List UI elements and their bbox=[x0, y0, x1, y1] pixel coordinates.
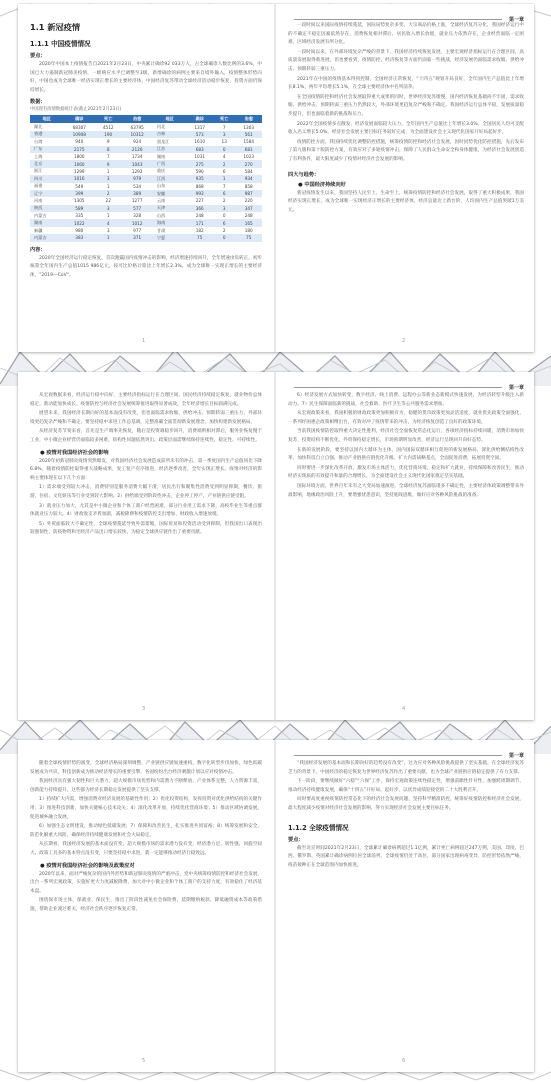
paragraph: 从宏观政策来看，我国积极的财政政策更加积极有为，稳健的货币政策更加灵活适度，就业优先政策全面强化，一系列纾困惠企政策相继出台，有效对冲了疫情带来的冲击，为经济恢复创造了良好的政策环境。 bbox=[288, 411, 524, 425]
page-spread-3 bbox=[18, 740, 534, 1072]
table-cell: 63795 bbox=[130, 124, 144, 130]
table-cell: 383 bbox=[64, 234, 95, 241]
paragraph: 1）持续扩大内需，增强消费对经济发展的基础性作用；2）优化投资结构，发挥投资对优化供给结构的关键作用；3）推进科技创新，加快关键核心技术攻关；4）深化改革开放，持续优化营商环境；5）推动区域协调发展，促进城乡融合发展。 bbox=[30, 797, 262, 820]
table-header-cell: 治愈 bbox=[122, 115, 153, 123]
table-row bbox=[30, 146, 262, 153]
table-cell: 6 bbox=[213, 190, 235, 197]
table-cell: 1016 bbox=[64, 175, 95, 182]
table-cell: 980 bbox=[75, 228, 84, 234]
table-cell: 1800 bbox=[73, 154, 85, 160]
page-number: 3 bbox=[142, 706, 146, 710]
table-row bbox=[30, 183, 262, 190]
table-cell: 海南 bbox=[153, 219, 187, 226]
table-cell: 1 bbox=[213, 175, 235, 182]
page-spread-2 bbox=[18, 372, 534, 720]
table-cell: 1023 bbox=[243, 154, 255, 160]
table-row bbox=[30, 234, 262, 241]
table-cell: 940 bbox=[75, 139, 84, 145]
table-cell: 1 bbox=[95, 234, 122, 241]
paragraph: 展望未来，我国经济长期向好的基本面没有改变，但也面临需求收缩、供给冲击、预期转弱三重压力，外部环境更趋复杂严峻和不确定，要坚持稳中求进工作总基调，完整准确全面贯彻新发展理念，加快构建新发展格局。 bbox=[30, 411, 262, 425]
paragraph: 同时要高度重视疫情防控常态化下的经济社会发展问题，坚持科学精准防控，统筹好疫情防控和经济社会发展，最大程度减少疫情对经济社会发展的影响，努力实现经济社会发展主要目标任务。 bbox=[288, 797, 524, 811]
table-cell: 2 bbox=[222, 228, 226, 234]
table-cell: 安徽 bbox=[153, 190, 187, 197]
page-6 bbox=[288, 750, 524, 1062]
table-cell: 台湾 bbox=[34, 138, 43, 144]
table-cell: 3 bbox=[106, 228, 110, 234]
table-cell: 四川 bbox=[30, 175, 64, 182]
trend-heading: 四大与趋势： bbox=[288, 171, 320, 178]
table-cell: 1584 bbox=[243, 139, 255, 145]
table-cell: 河南 bbox=[34, 197, 43, 203]
table-cell: 山东 bbox=[156, 183, 166, 189]
table-cell: 4 bbox=[222, 154, 226, 160]
paragraph: 一段时间以来，在外部环境复杂严峻的背景下，我国经济持续恢复发展，主要宏观经济指标运行在合理区间，高质量发展取得新进展，但也要看到，疫情防控、经济恢复等方面仍面临一些挑战，经济发展仍面临需求收缩、供给冲击、预期转弱三重压力。 bbox=[288, 49, 524, 72]
table-cell: 584 bbox=[244, 168, 253, 174]
key-points-label: 要点： bbox=[288, 836, 304, 843]
table-cell: 275 bbox=[186, 160, 213, 167]
table-cell: 561 bbox=[235, 131, 262, 138]
page-number: 1 bbox=[142, 338, 146, 342]
paragraph: 2022年全国疫情多点散发，经济发展面临较大压力，全年国内生产总值比上年增长3.0%，全国居民人均可支配收入名义增长5.0%，经济社会发展主要目标任务较好完成，为全面建设社会主义现代化国家开好局起好步。 bbox=[288, 121, 524, 136]
table-cell: 371 bbox=[122, 234, 153, 241]
paragraph: 下一阶段，要继续做好“六稳”“六保”工作，保持宏观政策连续性稳定性，增强前瞻性针对性，加强跨周期调节，推动经济持续健康发展，确保“十四五”开好局、起好步，以优异成绩迎接党的二十大胜利召开。 bbox=[288, 779, 524, 793]
table-cell: 248 bbox=[195, 213, 204, 219]
table-cell: 辽宁 bbox=[30, 190, 64, 197]
paragraph: 3）就业压力加大，尤其是中小微企业和个体工商户经营困难，部分行业用工需求下降，高校毕业生等重点群体就业压力较大。4）财政收支矛盾加剧，减税降费和疫情防控支出增加，财政收入增速放缓。 bbox=[30, 503, 262, 518]
table-cell: 宁夏 bbox=[153, 234, 187, 241]
table-cell: 589 bbox=[64, 205, 95, 212]
page-number: 2 bbox=[402, 338, 406, 342]
table-cell: 8 bbox=[95, 146, 122, 153]
table-cell: 683 bbox=[186, 146, 213, 153]
table-cell: 858 bbox=[244, 183, 253, 189]
table-row bbox=[30, 219, 262, 226]
page-2 bbox=[288, 14, 524, 342]
table-cell: 180 bbox=[244, 228, 253, 234]
paragraph: “我国经济发展的基本面和长期向好的趋势没有改变”，这为应对各种风险挑战提供了坚实基础。在全球经济复苏乏力的背景下，中国经济的稳定恢复为世界经济复苏作出了重要贡献，也为全球产业链供应链稳定提供了有力支撑。 bbox=[288, 761, 524, 775]
paragraph: 2021年在中国的疫情基本得到控制，全国经济正常恢复，“十四五”规划开局良好，全年国内生产总值比上年增长8.1%，两年平均增长5.1%，在全球主要经济体中名列前茅。 bbox=[288, 76, 524, 91]
table-row bbox=[30, 153, 262, 160]
table-cell: 1031 bbox=[194, 154, 206, 160]
table-cell: 1305 bbox=[73, 198, 85, 204]
table-cell: 山西 bbox=[156, 212, 166, 218]
paragraph: 5）外贸面临较大不确定性，全球疫情蔓延导致外需萎缩，国际贸易和投资活动受到抑制，但我国出口表现出较强韧性，防疫物资和宅经济产品出口增长较快，为稳定全球供应链作出了重要贡献。 bbox=[30, 521, 262, 536]
page-spread-1 bbox=[18, 4, 534, 352]
bullet-heading: ● 疫情对我国经济社会的影响 bbox=[40, 449, 109, 456]
table-cell: 534 bbox=[133, 183, 142, 189]
page-5 bbox=[30, 750, 262, 1062]
paragraph: 截至北京时间2021年2月23日，全球累计确诊病例超过1.1亿例，累计死亡病例超过247万例，美国、印度、巴西、俄罗斯、英国累计确诊病例位居全球前列，全球疫情仍处于高位，部分国家出现病毒变异，防控形势依然严峻，疫苗接种正在全球范围内加快推进。 bbox=[288, 845, 524, 868]
table-cell: 6 bbox=[222, 168, 226, 174]
table-cell: 2 bbox=[95, 190, 122, 197]
table-cell: 182 bbox=[195, 228, 204, 234]
spread-gutter bbox=[274, 740, 276, 1072]
spread-gutter bbox=[274, 4, 276, 352]
table-cell: 9 bbox=[95, 160, 122, 167]
table-cell: 347 bbox=[235, 205, 262, 212]
table-cell: 江苏 bbox=[153, 146, 187, 153]
table-cell: 227 bbox=[195, 198, 204, 204]
table-cell: 1 bbox=[106, 213, 110, 219]
table-cell: 3 bbox=[213, 131, 235, 138]
table-cell: 1043 bbox=[122, 160, 153, 167]
table-cell: 湖北 bbox=[34, 124, 43, 130]
table-cell: 1734 bbox=[131, 154, 143, 160]
section-heading: 1.1 新冠疫情 bbox=[30, 22, 81, 32]
table-cell: 993 bbox=[186, 190, 213, 197]
table-cell: 新疆 bbox=[34, 227, 43, 233]
table-cell: 868 bbox=[195, 183, 204, 189]
page-number: 5 bbox=[142, 1058, 146, 1062]
table-cell: 171 bbox=[186, 219, 213, 226]
paragraph: 新冠疫情发生以来，我国坚持人民至上、生命至上，统筹疫情防控和经济社会发展，取得了重大积极成果，我国经济实现正增长，成为全球唯一实现经济正增长的主要经济体，经济总量迈上新台阶，人均国内生产总值突破1万美元。 bbox=[288, 190, 524, 213]
table-cell: 1299 bbox=[73, 168, 85, 174]
paragraph: 2020年中国本土疫情报告自2021年2月23日，中央累计确诊92 033万人，占全球确诊人数比例的3.6%，中国已大力遏制新冠肺炎疫情，一级响应水平已调整至3级，新增确诊的病例主要来自境外输入，疫情整体形势向好，中国也成为全球唯一经济实现正增长的主要经济体，中国经济复苏带动全球经济活动稳步恢复，投资方面仍保持增长。 bbox=[30, 62, 262, 93]
running-header: 第一章 bbox=[508, 753, 524, 759]
table-cell: 4512 bbox=[102, 124, 114, 130]
table-cell: 广西 bbox=[153, 160, 187, 167]
paragraph: 6）经济发展方式加快转变，数字经济、线上消费、远程办公等新业态新模式快速发展，为经济转型升级注入新动力。7）民生保障面临新的挑战，社会救助、医疗卫生等公共服务需求增加。 bbox=[288, 393, 524, 407]
table-row bbox=[30, 227, 262, 234]
table-cell: 68307 bbox=[72, 124, 86, 130]
covid-data-table bbox=[30, 115, 262, 241]
table-body bbox=[30, 123, 262, 241]
table-header-cell: 地区 bbox=[153, 115, 187, 123]
running-header: 第一章 bbox=[508, 17, 524, 23]
page-number: 6 bbox=[402, 1058, 406, 1062]
table-cell: 陕西 bbox=[30, 205, 64, 212]
table-cell: 1303 bbox=[243, 124, 255, 130]
table-cell: 江西 bbox=[153, 175, 187, 182]
table-cell: 165 bbox=[235, 219, 262, 226]
paragraph: 2020年以来，面对严峻复杂的国内外形势和新冠肺炎疫情的严重冲击，党中央统筹疫情防控和经济社会发展，出台一系列宏观政策，实施好更大力度减税降费，加大对中小微企业和个体工商户的支持力度，有效稳住了经济基本盘。 bbox=[30, 871, 262, 894]
table-cell: 590 bbox=[195, 168, 204, 174]
table-cell: 0 bbox=[213, 234, 235, 241]
table-header-cell: 治愈 bbox=[235, 115, 262, 123]
table-cell: 云南 bbox=[156, 197, 166, 203]
table-cell: 0 bbox=[222, 213, 226, 219]
table-cell: 河北 bbox=[156, 124, 166, 130]
table-cell: 0 bbox=[213, 146, 235, 153]
table-row bbox=[30, 197, 262, 204]
table-cell: 1277 bbox=[131, 198, 143, 204]
table-cell: 577 bbox=[122, 205, 153, 212]
table-cell: 9 bbox=[106, 139, 110, 145]
paragraph: 在新的发展阶段，要坚持以国内大循环为主体、国内国际双循环相互促进的新发展格局，深化供给侧结构性改革，加快科技自立自强，推动产业链供应链优化升级，扩大内需战略基点，全面促进消费，拓展投资空间。 bbox=[288, 447, 524, 462]
paragraph: 当前我国疫情防控取得重大决定性胜利，经济社会全面恢复常态化运行，各项经济指标持续回暖，消费市场加快复苏，投资结构不断优化，外贸保持稳定增长，市场预期明显改善，经济运行呈现回升向好态势。 bbox=[288, 429, 524, 443]
table-cell: 1610 bbox=[194, 139, 206, 145]
table-cell: 湖南 bbox=[156, 153, 166, 159]
table-cell: 1012 bbox=[122, 219, 153, 226]
table-caption: 中国现有疫情数据统计表(截止2021年2月23日) bbox=[30, 107, 122, 113]
table-cell: 979 bbox=[122, 175, 153, 182]
table-row bbox=[30, 138, 262, 145]
table-cell: 248 bbox=[244, 213, 253, 219]
table-cell: 335 bbox=[75, 213, 84, 219]
data-label: 数据： bbox=[30, 99, 46, 106]
table-cell: 573 bbox=[186, 131, 213, 138]
table-cell: 10312 bbox=[122, 131, 153, 138]
table-row bbox=[30, 160, 262, 167]
paragraph: 从长期看，我国经济发展的基本面没有变，超大规模市场的需求潜力没有变，经济潜力足、韧性强、回旋空间大、政策工具多的基本特点没有变，只要坚持稳中求进，就一定能够推动经济行稳致远。 bbox=[30, 842, 262, 856]
paragraph: 6）加强生态文明建设，推动绿色低碳发展；7）保障和改善民生，扎实推进共同富裕；8）统筹发展和安全，防范化解重大风险，确保经济持续健康发展和社会大局稳定。 bbox=[30, 824, 262, 838]
paragraph: 我国经济具有强大韧性和巨大潜力，超大规模市场优势和内需潜力不断释放，产业体系完整，人力资源丰富，创新能力持续提升，这些都为经济长期稳定发展提供了坚实支撑。 bbox=[30, 779, 262, 793]
table-cell: 4 bbox=[95, 219, 122, 226]
page-1 bbox=[30, 14, 262, 342]
table-cell: 2175 bbox=[64, 146, 95, 153]
paragraph: 从经济复苏节奏来看，首先是生产端率先恢复，随后是投资端稳步回升，消费端则相对滞后，服务业恢复慢于工业，中小微企业经营仍面临较多困难，结构性问题依然突出。政策层面需继续保持连续性、稳定性、可持续性。 bbox=[30, 429, 262, 443]
table-cell: 987 bbox=[235, 190, 262, 197]
table-cell: 3 bbox=[95, 205, 122, 212]
table-cell: 上海 bbox=[34, 153, 43, 159]
table-cell: 北京 bbox=[30, 160, 64, 167]
table-cell: 7 bbox=[222, 183, 226, 189]
table-cell: 甘肃 bbox=[156, 227, 166, 233]
table-cell: 1 bbox=[106, 183, 110, 189]
paragraph: 1）需求端受到较大冲击，消费特别是服务消费大幅下滑，居民出行和聚集性消费受到明显抑制，餐饮、旅游、住宿、文化娱乐等行业受到较大影响。2）供给端受到阶段性冲击，企业停工停产，产业链供应链受阻。 bbox=[30, 485, 262, 499]
paragraph: 围绕保市场主体、保就业、保民生，推出了阶段性减免社会保险费、延期缴纳税款、降低融资成本等政策措施，帮助企业渡过难关，经济社会秩序逐步恢复正常。 bbox=[30, 898, 262, 912]
paragraph: 同时要进一步深化改革开放，激发市场主体活力，优化营商环境，稳定和扩大就业，持续保障和改善民生，推动经济实现质的有效提升和量的合理增长，为全面建设社会主义现代化国家奠定坚实基础。 bbox=[288, 465, 524, 480]
table-row bbox=[30, 175, 262, 182]
table-cell: 吉林 bbox=[153, 131, 187, 138]
table-cell: 3 bbox=[213, 205, 235, 212]
bullet-heading: ● 疫情对我国经济社会的影响及政策应对 bbox=[40, 862, 135, 869]
table-cell: 内蒙古 bbox=[30, 234, 64, 241]
table-cell: 1060 bbox=[64, 160, 95, 167]
table-header-cell: 确诊 bbox=[186, 115, 213, 123]
table-row bbox=[30, 205, 262, 212]
table-cell: 内蒙古 bbox=[34, 212, 47, 218]
table-cell: 977 bbox=[133, 228, 142, 234]
running-header: 第一章 bbox=[508, 385, 524, 391]
table-cell: 湖南 bbox=[30, 219, 64, 226]
paragraph: 随着全球疫情形势的演变，全球经济格局深刻调整，产业链供应链加速重构，数字化转型步伐加快，绿色低碳发展成为共识，科技创新成为推动经济增长的重要引擎，各国纷纷出台经济刺激计划以应对疫情冲击。 bbox=[30, 761, 262, 775]
table-cell: 10908 bbox=[64, 131, 95, 138]
table-cell: 934 bbox=[235, 175, 262, 182]
table-cell: 福建 bbox=[34, 183, 43, 189]
bullet-heading: ● 中国经济持续向好 bbox=[298, 181, 346, 188]
page-3 bbox=[30, 382, 262, 710]
page-4 bbox=[288, 382, 524, 710]
key-points-label: 要点： bbox=[30, 53, 46, 59]
paragraph: 从宏观数据来看，经济运行稳中向好，主要经济指标运行在合理区间，国民经济持续稳定恢复，就业物价总体稳定，新动能加快成长。疫情防控与经济社会发展统筹推进取得显著成效，全年经济增长目标圆满完成。 bbox=[30, 393, 262, 407]
table-cell: 935 bbox=[186, 175, 213, 182]
table-cell: 2 bbox=[222, 198, 226, 204]
table-cell: 1 bbox=[106, 168, 110, 174]
paragraph: 疫情防控方面，我国持续优化调整防控措施，统筹疫情防控和经济社会发展，因时因势优化防控措施，先后发布了第九版和第十版防控方案，有效应对了多轮疫情冲击，保障了人民群众生命安全和身体健康，为经济社会发展创造了有利条件，最大限度减少了疫情对经济社会发展的影响。 bbox=[288, 139, 524, 162]
table-cell: 328 bbox=[133, 213, 142, 219]
paragraph: 一段时间以来国际疫情持续蔓延，国际局势复杂多变，大宗商品价格上涨，全球经济复苏分化，我国经济运行中的不确定不稳定因素依然存在，消费恢复相对滞后，居民收入增长放缓，就业压力依然存在，企业经营面临一定困难，区域经济发展有所分化。 bbox=[288, 23, 524, 46]
table-cell: 681 bbox=[235, 146, 262, 153]
table-row bbox=[30, 168, 262, 175]
table-cell: 75 bbox=[235, 234, 262, 241]
table-cell: 13 bbox=[221, 139, 227, 145]
paragraph: 2020年初新冠肺炎疫情突然爆发，对我国经济社会发展造成前所未有的冲击，第一季度国内生产总值同比下降6.8%，随着疫情防控取得重大战略成果，复工复产有序推进，经济逐季改善，全年实现正增长。疫情对经济的影响主要体现在以下几个方面： bbox=[30, 458, 262, 481]
table-cell: 1317 bbox=[194, 124, 206, 130]
subsection-heading: 1.1.2 全球疫情情况 bbox=[288, 823, 349, 832]
table-cell: 220 bbox=[244, 198, 253, 204]
table-cell: 366 bbox=[186, 205, 213, 212]
table-header-cell: 死亡 bbox=[95, 115, 122, 123]
page-number: 4 bbox=[402, 706, 406, 710]
table-cell: 2126 bbox=[122, 146, 153, 153]
table-cell: 浙江 bbox=[34, 168, 43, 174]
table-cell: 1292 bbox=[131, 168, 143, 174]
table-cell: 190 bbox=[95, 131, 122, 138]
table-cell: 7 bbox=[106, 154, 110, 160]
subsection-heading: 1.1.1 中国疫情情况 bbox=[30, 40, 91, 48]
table-row bbox=[30, 131, 262, 138]
table-cell: 3 bbox=[95, 175, 122, 182]
table-cell: 924 bbox=[133, 139, 142, 145]
table-cell: 1022 bbox=[64, 219, 95, 226]
paragraph: 国际环境方面，世界百年未有之大变局加速演进，全球经济复苏面临诸多不确定性，主要经济体政策调整带来外溢影响，地缘政治风险上升，要增强忧患意识，坚持底线思维，做好应对各种风险挑战的准备。 bbox=[288, 483, 524, 498]
table-cell: 2 bbox=[213, 160, 235, 167]
table-cell: 270 bbox=[235, 160, 262, 167]
table-row bbox=[30, 212, 262, 219]
table-row bbox=[30, 123, 262, 130]
table-cell: 75 bbox=[186, 234, 213, 241]
table-cell: 重庆 bbox=[156, 168, 166, 174]
table-cell: 6 bbox=[213, 219, 235, 226]
table-row bbox=[30, 190, 262, 197]
table-cell: 22 bbox=[105, 198, 111, 204]
table-header-cell: 死亡 bbox=[213, 115, 235, 123]
spread-gutter bbox=[274, 372, 276, 720]
table-header-cell: 确诊 bbox=[64, 115, 95, 123]
content-label: 内容： bbox=[30, 246, 46, 253]
table-cell: 广东 bbox=[30, 146, 64, 153]
table-header-row bbox=[30, 115, 262, 123]
table-cell: 399 bbox=[64, 190, 95, 197]
table-cell: 549 bbox=[75, 183, 84, 189]
table-cell: 黑龙江 bbox=[156, 138, 170, 144]
table-cell: 389 bbox=[122, 190, 153, 197]
table-header-cell: 地区 bbox=[30, 115, 64, 123]
table-cell: 7 bbox=[222, 124, 226, 130]
paragraph: 2020年全国经济运行稳定恢复，首次跑赢国内疫情冲击的影响，经济增速持续回升，全年增速由负转正，初步核算全年国内生产总值1015 986亿元，按可比价格计算比上年增长2.3%，成为全球唯一实现正增长的主要经济体，"2019—CoV"。 bbox=[30, 255, 262, 278]
table-cell: 天津 bbox=[153, 205, 187, 212]
paragraph: 在全国疫情防控和经济社会发展取得重大成果的同时，世界经济复苏缓慢，国内经济恢复基础尚不牢固，需求收缩、供给冲击、预期转弱三重压力仍然较大，外部环境更趋复杂严峻和不确定。我国经济运行总体平稳，发展质量稳步提升，但也面临着新的挑战和压力。 bbox=[288, 94, 524, 117]
table-cell: 香港 bbox=[30, 131, 64, 138]
